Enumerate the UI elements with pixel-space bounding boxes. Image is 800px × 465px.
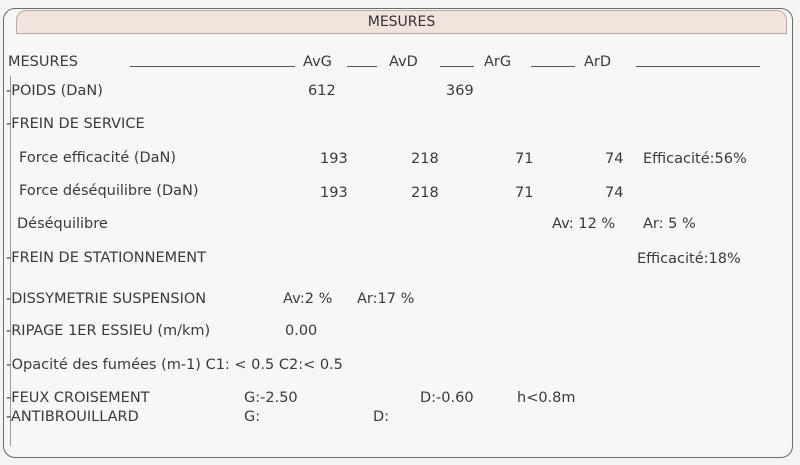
antibrouillard-g: G: [244,409,261,425]
force-efficacite-avg: 193 [320,151,348,167]
force-efficacite-label: Force efficacité (DaN) [19,150,177,166]
force-desequilibre-arg: 71 [515,185,534,201]
header-rule [531,66,575,67]
feux-croisement-g: G:-2.50 [244,390,298,406]
force-desequilibre-avd: 218 [411,185,439,201]
force-efficacite-ard: 74 [605,151,624,167]
header-arg: ArG [484,54,512,70]
force-efficacite-avd: 218 [411,151,439,167]
header-rule [347,66,377,67]
poids-avg: 612 [308,83,336,99]
poids-arg: 369 [446,83,474,99]
antibrouillard-label: -ANTIBROUILLARD [6,409,139,425]
efficacite-stationnement: Efficacité:18% [637,251,741,267]
panel-title: MESURES [367,14,436,30]
dissymetrie-ar: Ar:17 % [357,291,415,307]
ripage-label: -RIPAGE 1ER ESSIEU (m/km) [6,323,211,339]
opacite-label: -Opacité des fumées (m-1) C1: < 0.5 C2:< 0.5 [6,357,343,373]
header-rule [440,66,474,67]
dissymetrie-label: -DISSYMETRIE SUSPENSION [6,291,207,307]
header-avd: AvD [389,54,418,70]
ripage-value: 0.00 [285,323,318,339]
force-efficacite-arg: 71 [515,151,534,167]
header-rule [130,66,295,67]
force-desequilibre-label: Force déséquilibre (DaN) [19,183,199,199]
dissymetrie-av: Av:2 % [283,291,333,307]
header-rule [636,66,760,67]
desequilibre-ar: Ar: 5 % [643,216,696,232]
feux-croisement-label: -FEUX CROISEMENT [6,390,150,406]
header-avg: AvG [303,54,332,70]
feux-croisement-h: h<0.8m [517,390,576,406]
header-mesures: MESURES [8,54,78,70]
force-desequilibre-ard: 74 [605,185,624,201]
feux-croisement-d: D:-0.60 [420,390,474,406]
desequilibre-av: Av: 12 % [552,216,616,232]
frein-service-label: -FREIN DE SERVICE [6,116,145,132]
desequilibre-label: Déséquilibre [17,216,108,232]
title-bar [16,10,787,34]
poids-label: -POIDS (DaN) [6,83,103,99]
header-ard: ArD [584,54,612,70]
force-desequilibre-avg: 193 [320,185,348,201]
antibrouillard-d: D: [373,409,390,425]
efficacite-service: Efficacité:56% [643,151,747,167]
frein-stationnement-label: -FREIN DE STATIONNEMENT [6,250,206,266]
